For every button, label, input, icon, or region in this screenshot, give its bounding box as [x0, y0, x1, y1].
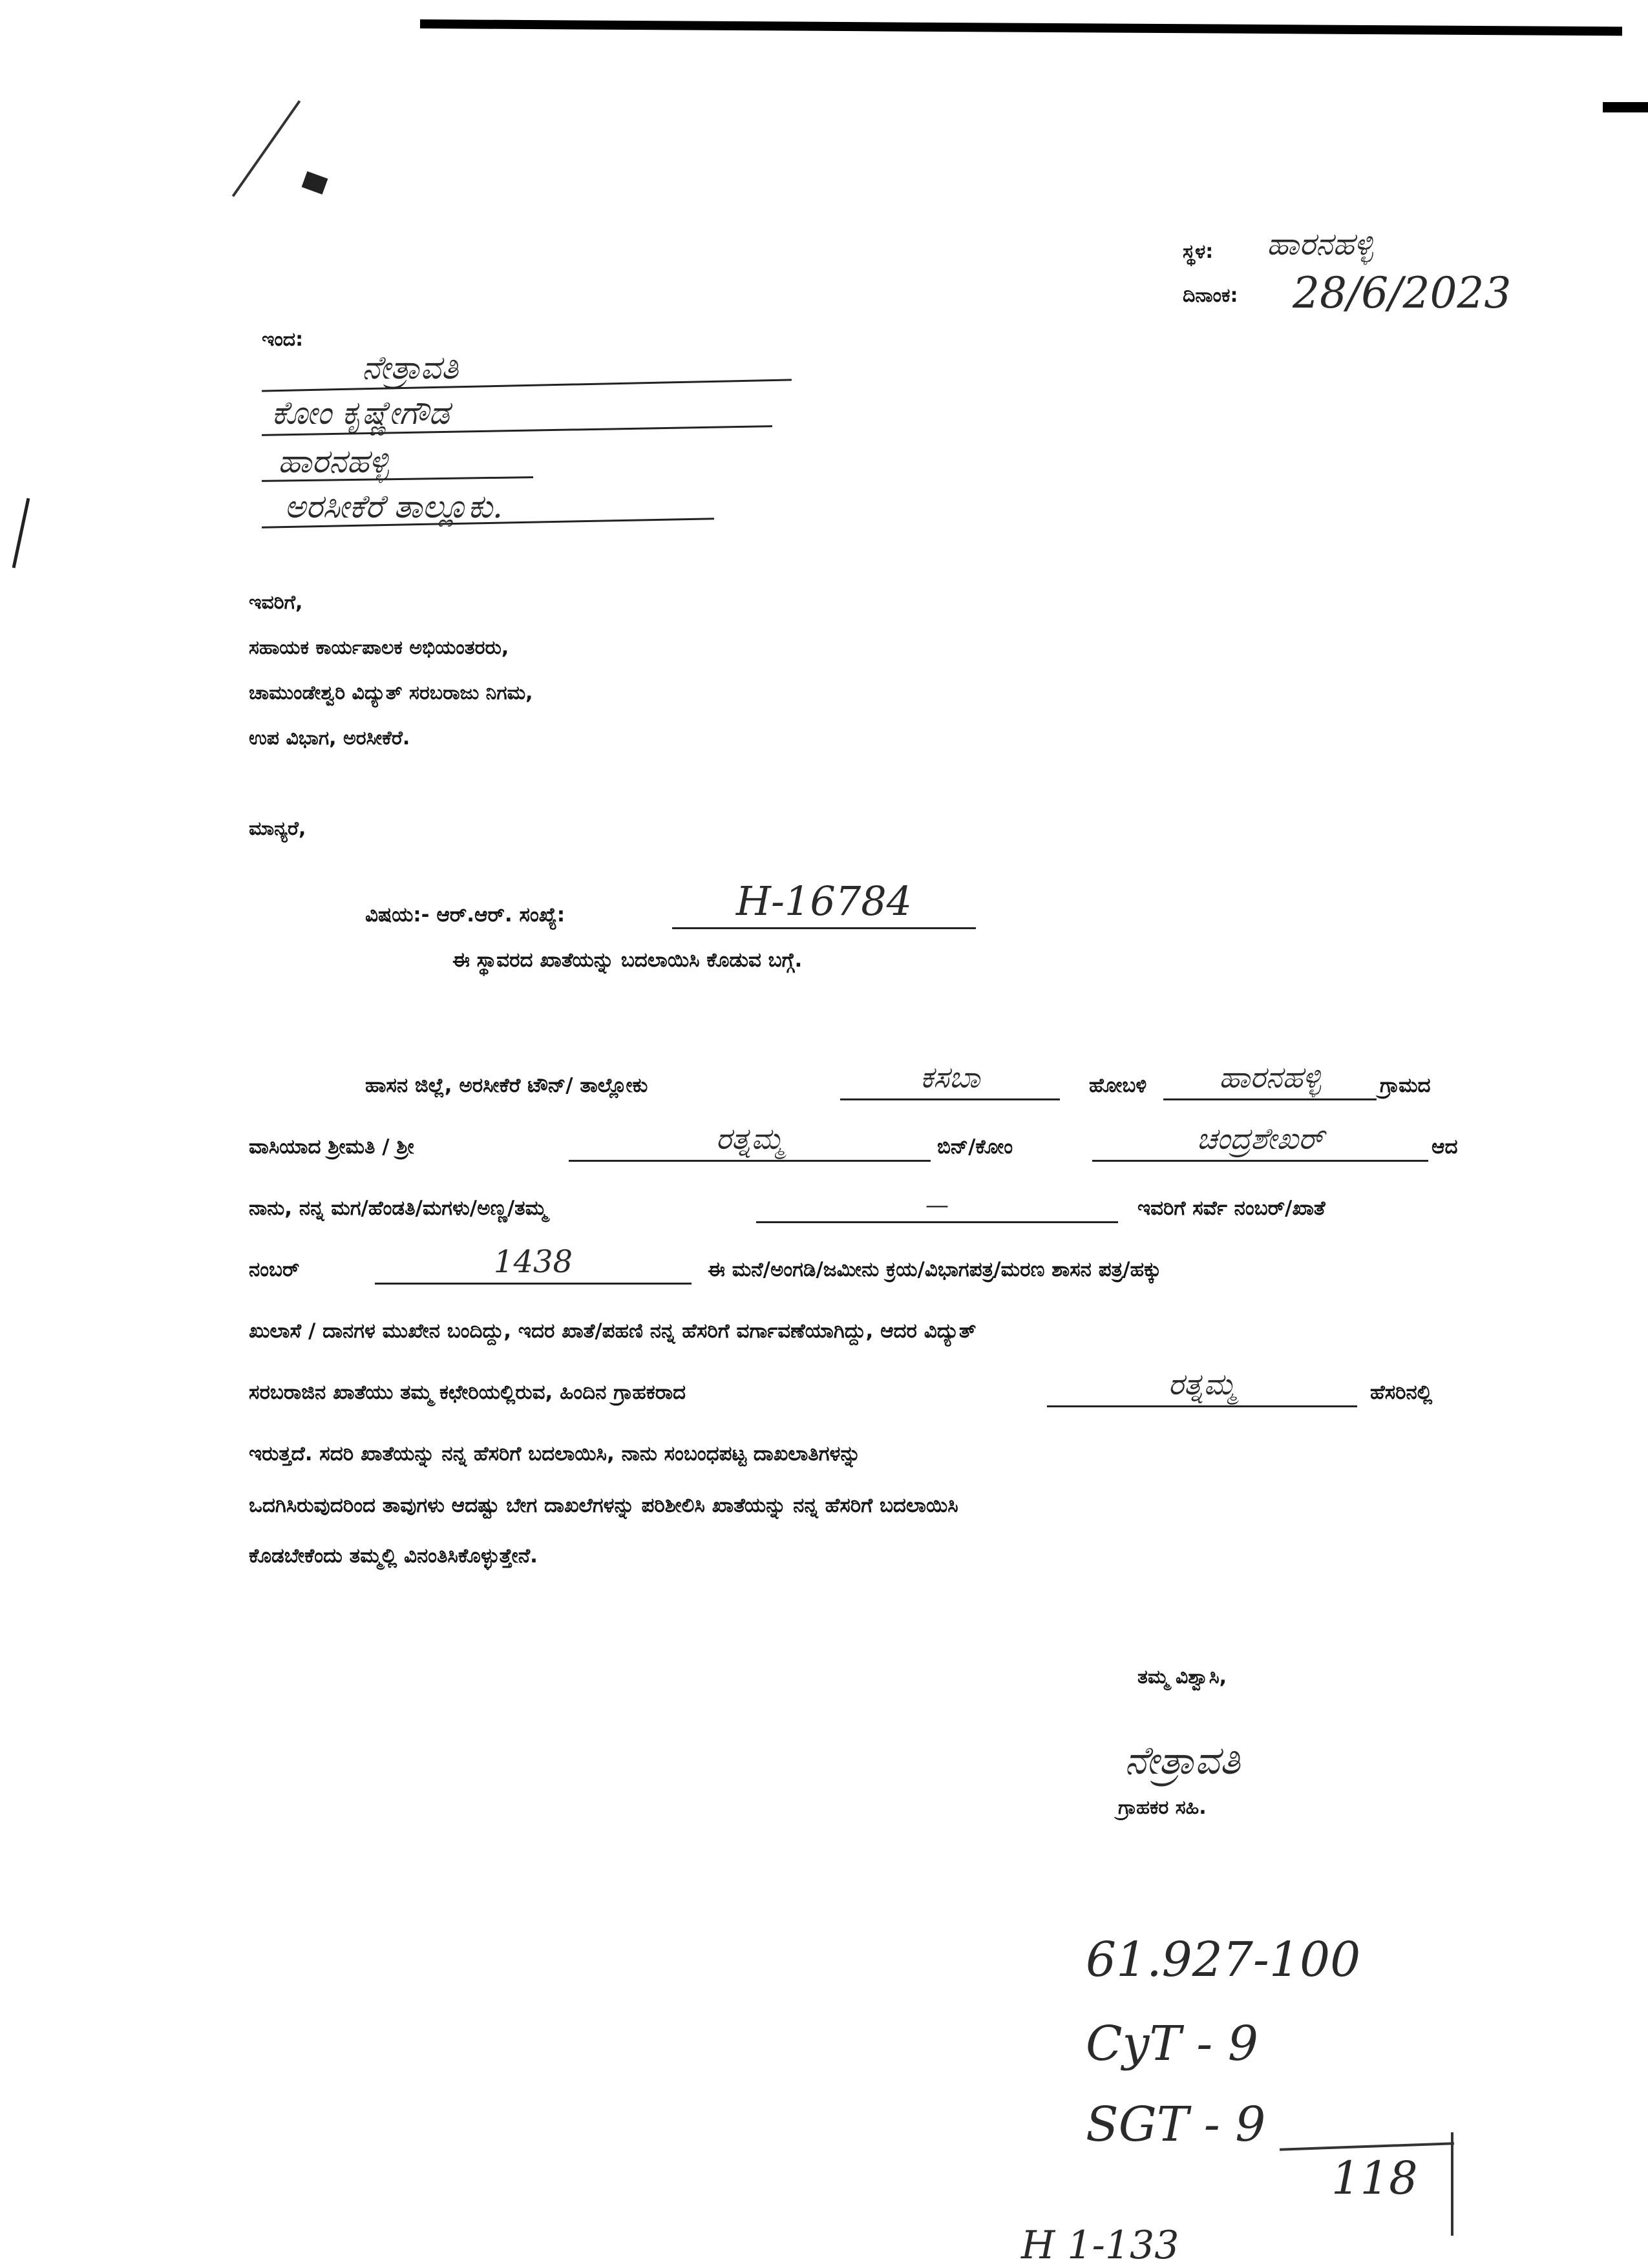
to-line: ಸಹಾಯಕ ಕಾರ್ಯಪಾಲಕ ಅಭಿಯಂತರರು, — [249, 636, 509, 659]
top-rule — [420, 19, 1622, 36]
body-text: ನಾನು, ನನ್ನ ಮಗ/ಹೆಂಡತಿ/ಮಗಳು/ಅಣ್ಣ/ತಮ್ಮ — [249, 1197, 547, 1220]
calc-line: 61.927-100 — [1086, 1932, 1361, 1988]
survey-field — [375, 1244, 692, 1285]
subject-line2: ಈ ಸ್ಥಾವರದ ಖಾತೆಯನ್ನು ಬದಲಾಯಿಸಿ ಕೊಡುವ ಬಗ್ಗೆ. — [452, 949, 803, 972]
taluk-field — [840, 1060, 1060, 1100]
strike-line — [262, 379, 792, 392]
name-value: ರತ್ನಮ್ಮ — [715, 1121, 784, 1156]
signature-label: ಗ್ರಾಹಕರ ಸಹಿ. — [1118, 1796, 1207, 1819]
calc-underline — [1280, 2142, 1454, 2150]
scan-mark — [232, 100, 301, 197]
from-line: ಕೋಂ ಕೃಷ್ಣೇಗೌಡ — [271, 394, 450, 432]
scan-mark — [1603, 102, 1648, 112]
signature: ನೇತ್ರಾವತಿ — [1125, 1738, 1240, 1783]
from-label: ಇಂದ: — [262, 328, 304, 351]
body-text: ಬಿನ್/ಕೋಂ — [937, 1135, 1013, 1159]
calc-line: CyT - 9 — [1086, 2016, 1258, 2072]
body-text: ಕೊಡಬೇಕೆಂದು ತಮ್ಮಲ್ಲಿ ವಿನಂತಿಸಿಕೊಳ್ಳುತ್ತೇನೆ. — [249, 1544, 538, 1568]
previous-consumer-value: ರತ್ನಮ್ಮ — [1168, 1367, 1236, 1402]
relation-field — [756, 1192, 1118, 1223]
body-text: ಇವರಿಗೆ ಸರ್ವೆ ನಂಬರ್/ಖಾತೆ — [1137, 1197, 1326, 1220]
body-text: ವಾಸಿಯಾದ ಶ್ರೀಮತಿ / ಶ್ರೀ — [249, 1135, 414, 1159]
calc-total-bar — [1451, 2132, 1453, 2236]
rr-number: H-16784 — [735, 877, 913, 925]
to-line: ಉಪ ವಿಭಾಗ, ಅರಸೀಕೆರೆ. — [249, 727, 410, 750]
calc-line: SGT - 9 — [1086, 2097, 1266, 2152]
body-text: ಸರಬರಾಜಿನ ಖಾತೆಯು ತಮ್ಮ ಕಛೇರಿಯಲ್ಲಿರುವ, ಹಿಂದಿನ ಗ್ರಾಹಕರಾದ — [249, 1381, 686, 1404]
relation-value: — — [925, 1192, 949, 1219]
from-line: ಹಾರನಹಳ್ಳಿ — [278, 443, 389, 480]
survey-value: 1438 — [493, 1244, 573, 1280]
to-line: ಚಾಮುಂಡೇಶ್ವರಿ ವಿದ್ಯುತ್ ಸರಬರಾಜು ನಿಗಮ, — [249, 682, 533, 704]
date-value: 28/6/2023 — [1293, 268, 1512, 318]
body-text: ಒದಗಿಸಿರುವುದರಿಂದ ತಾವುಗಳು ಆದಷ್ಟು ಬೇಗ ದಾಖಲೆಗಳನ್ನು ಪರಿಶೀಲಿಸಿ ಖಾತೆಯನ್ನು ನನ್ನ ಹೆಸರಿಗೆ ಬದಲಾಯಿಸಿ — [249, 1494, 958, 1517]
father-value: ಚಂದ್ರಶೇಖರ್ — [1196, 1121, 1324, 1156]
place-label: ಸ್ಥಳ: — [1183, 240, 1214, 263]
calc-total: 118 — [1331, 2152, 1418, 2205]
body-text: ಇರುತ್ತದೆ. ಸದರಿ ಖಾತೆಯನ್ನು ನನ್ನ ಹೆಸರಿಗೆ ಬದಲಾಯಿಸಿ, ನಾನು ಸಂಬಂಧಪಟ್ಟ ದಾಖಲಾತಿಗಳನ್ನು — [249, 1442, 861, 1465]
previous-consumer-field — [1047, 1367, 1357, 1407]
body-text: ನಂಬರ್ — [249, 1258, 300, 1281]
village-value: ಹಾರನಹಳ್ಳಿ — [1219, 1060, 1321, 1095]
salutation: ಮಾನ್ಯರೆ, — [249, 817, 306, 840]
village-field — [1163, 1060, 1377, 1100]
body-text: ಹೆಸರಿನಲ್ಲಿ — [1370, 1381, 1433, 1404]
place-value: ಹಾರನಹಳ್ಳಿ — [1267, 226, 1373, 262]
body-text: ಈ ಮನೆ/ಅಂಗಡಿ/ಜಮೀನು ಕ್ರಯ/ವಿಭಾಗಪತ್ರ/ಮರಣ ಶಾಸನ ಪತ್ರ/ಹಕ್ಕು — [708, 1258, 1161, 1281]
body-text: ಖುಲಾಸೆ / ದಾನಗಳ ಮುಖೇನ ಬಂದಿದ್ದು, ಇದರ ಖಾತೆ/ಪಹಣಿ ನನ್ನ ಹೆಸರಿಗೆ ವರ್ಗಾವಣೆಯಾಗಿದ್ದು, ಆದರ ವಿದ್ಯುತ್ — [249, 1319, 977, 1343]
rr-number-field — [672, 877, 976, 929]
body-text: ಗ್ರಾಮದ — [1380, 1074, 1431, 1097]
father-field — [1092, 1121, 1428, 1162]
calc-ref: H 1-133 — [1021, 2223, 1179, 2268]
name-field — [569, 1121, 931, 1162]
scan-mark — [302, 171, 328, 194]
closing-line: ತಮ್ಮ ವಿಶ್ವಾಸಿ, — [1137, 1666, 1227, 1688]
taluk-value: ಕಸಬಾ — [920, 1060, 980, 1095]
body-text: ಹೋಬಳಿ — [1089, 1074, 1147, 1097]
subject-label: ವಿಷಯ:- ಆರ್.ಆರ್. ಸಂಖ್ಯೆ: — [365, 903, 565, 927]
date-label: ದಿನಾಂಕ: — [1183, 284, 1238, 307]
body-text: ಆದ — [1431, 1135, 1458, 1159]
scan-mark — [12, 498, 30, 569]
from-line: ಅರಸೀಕೆರೆ ತಾಲ್ಲೂಕು. — [284, 488, 503, 525]
from-line: ನೇತ್ರಾವತಿ — [362, 349, 459, 386]
to-label: ಇವರಿಗೆ, — [249, 591, 303, 614]
body-text: ಹಾಸನ ಜಿಲ್ಲೆ, ಅರಸೀಕೆರೆ ಟೌನ್/ ತಾಲ್ಲೋಕು — [365, 1074, 648, 1097]
